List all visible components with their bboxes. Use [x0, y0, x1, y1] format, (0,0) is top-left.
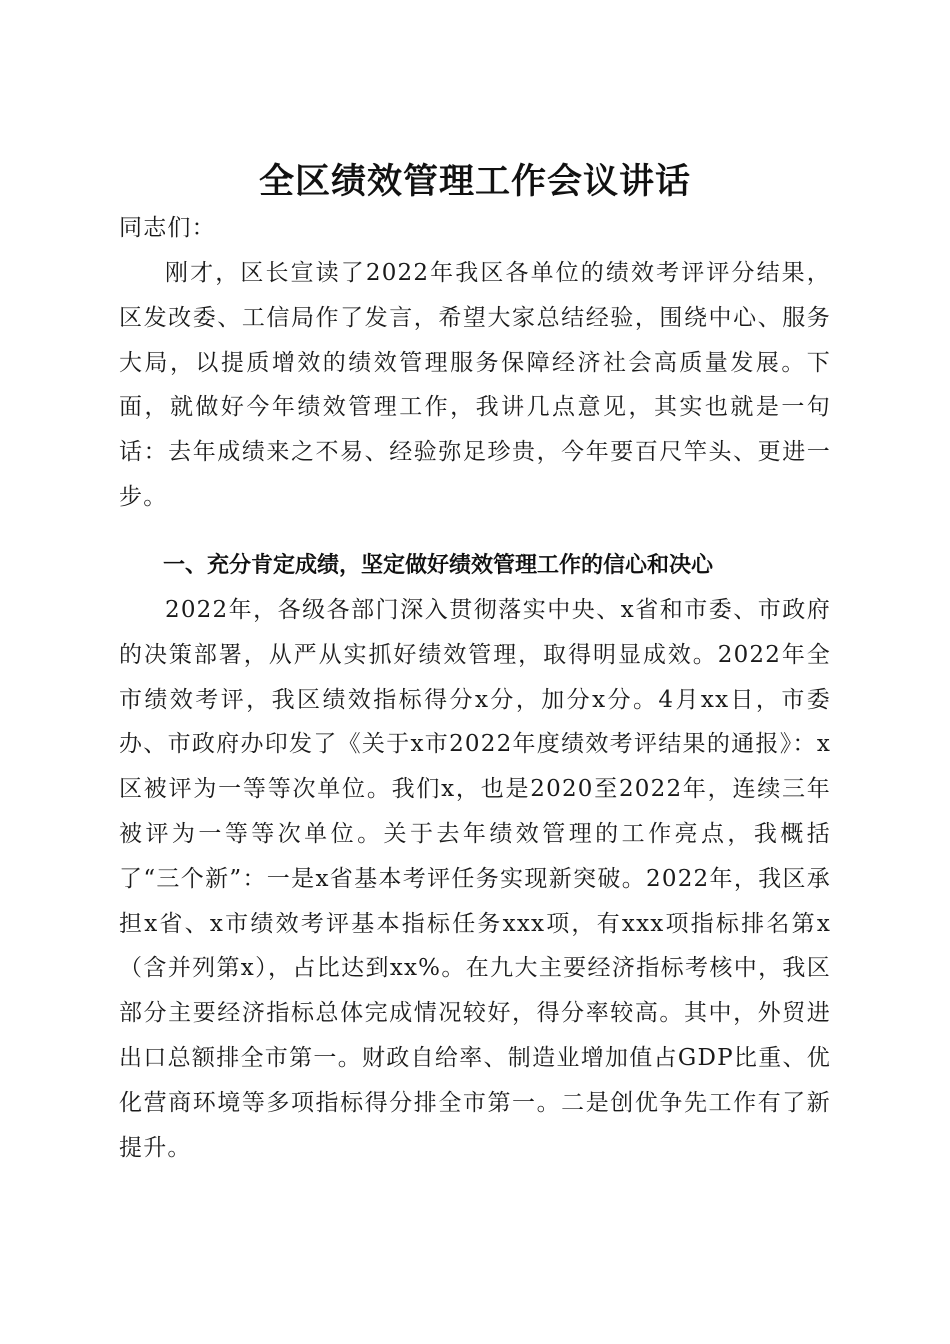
section-heading-1: 一、充分肯定成绩，坚定做好绩效管理工作的信心和决心	[163, 553, 714, 578]
document-title: 全区绩效管理工作会议讲话	[258, 161, 691, 203]
salutation: 同志们：	[119, 215, 216, 241]
paragraph-opening: 刚才，区长宣读了2022年我区各单位的绩效考评评分结果，区发改委、工信局作了发言，希望大家总结经验，围绕中心、服务大局，以提质增效的绩效管理服务保障经济社会高质量发展。下面，就做好今年绩效管理工作，我讲几点意见，其实也就是一句话：去年成绩来之不易、经验弥足珍贵，今年要百尺竿头、更进一步。	[119, 260, 831, 510]
paragraph-achievements: 2022年，各级各部门深入贯彻落实中央、x省和市委、市政府的决策部署，从严从实抓好绩效管理，取得明显成效。2022年全市绩效考评，我区绩效指标得分x分，加分x分。4月xx日，市委办、市政府办印发了《关于x市2022年度绩效考评结果的通报》：x区被评为一等等次单位。我们x，也是2020至2022年，连续三年被评为一等等次单位。关于去年绩效管理的工作亮点，我概括了“三个新”：一是x省基本考评任务实现新突破。2022年，我区承担x省、x市绩效考评基本指标任务xxx项，有xxx项指标排名第x（含并列第x），占比达到xx%。在九大主要经济指标考核中，我区部分主要经济指标总体完成情况较好，得分率较高。其中，外贸进出口总额排全市第一。财政自给率、制造业增加值占GDP比重、优化营商环境等多项指标得分排全市第一。二是创优争先工作有了新提升。	[119, 597, 831, 1161]
